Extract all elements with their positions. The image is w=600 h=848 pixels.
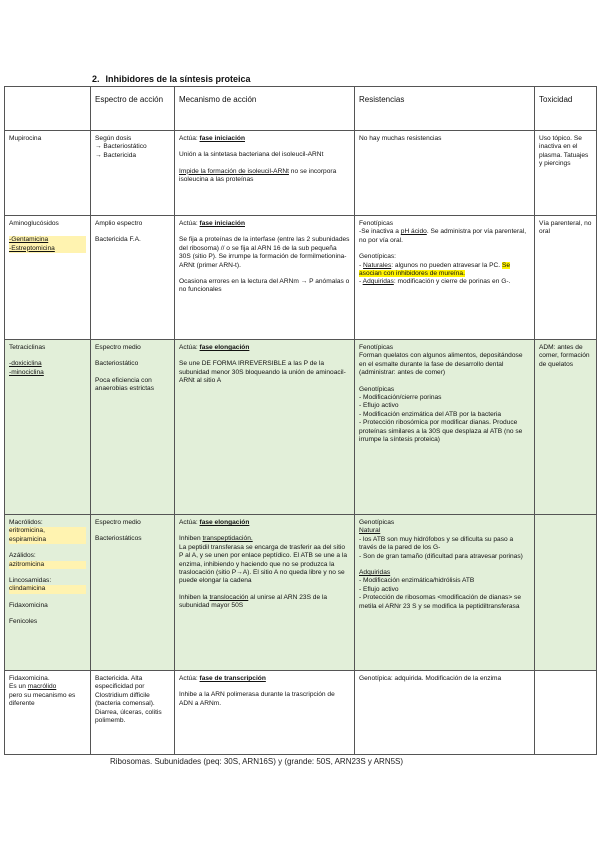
drug-name: Mupirocina <box>5 131 91 216</box>
header-espectro: Espectro de acción <box>91 87 175 131</box>
fase-label: fase elongación <box>199 344 250 351</box>
fase-label: fase elongación <box>199 519 250 526</box>
espectro-cell: Amplio espectro Bactericida F.A. <box>91 216 175 340</box>
toxicidad-cell <box>535 671 597 755</box>
espectro-cell: Espectro medio Bacteriostáticos <box>91 515 175 671</box>
table-row-aminoglucosidos <box>5 216 597 340</box>
section-number: 2. <box>92 74 100 84</box>
mecanismo-cell: Actúa: fase elongación Se une DE FORMA IRREVERSIBLE a las P de la subunidad menor 30S bloqueando la unión de aminoacil-ARNt al sitio A <box>175 340 355 515</box>
mecanismo-cell: Actúa: fase iniciación Se fija a proteínas de la interfase (entre las 2 subunidades del ribosoma) // o se fija al ARN 16 de la sub pequeña 30S (sitio P). Se irrumpe la formación de formilmetionina-ARNt (primer ARN-t). Ocasiona errores en la lectura del ARNm → P anómalas o no funcionales <box>175 216 355 340</box>
fase-label: fase iniciación <box>199 220 245 227</box>
header-toxicidad: Toxicidad <box>535 87 597 131</box>
highlight-mureina: Se asocian con inhibidores de mureína. <box>359 261 511 278</box>
espectro-cell: Bactericida. Alta especificidad por Clostridium difficile (bacteria comensal). Diarrea, úlceras, colitis polimemb. <box>91 671 175 755</box>
fase-label: fase iniciación <box>199 135 245 142</box>
mecanismo-cell: Actúa: fase de transcripción Inhibe a la ARN polimerasa durante la trascripción de ADN a ARNm. <box>175 671 355 755</box>
header-mecanismo: Mecanismo de acción <box>175 87 355 131</box>
ribosome-footnote: Ribosomas. Subunidades (peq: 30S, ARN16S) y (grande: 50S, ARN23S y ARN5S) <box>110 757 404 766</box>
toxicidad-cell: ADM: antes de comer, formación de quelatos <box>535 340 597 515</box>
table-row-mupirocina <box>5 131 597 216</box>
resistencias-cell: Genotípicas Natural - los ATB son muy hidrófobos y se dificulta su paso a través de la pared de los G- - Son de gran tamaño (dificultad para atravesar porinas) Adquiridas - Modificación enzimática/hidrólisis ATB - Eflujo activo - Protección de ribosomas <modificación de dianas> se metila el ARNr 23 S y se modifica la peptidiltransferasa <box>355 515 535 671</box>
espectro-cell: Según dosis → Bacteriostático → Bactericida <box>91 131 175 216</box>
drug-name-cell: Tetraciclinas -doxiciclina -minociclina <box>5 340 91 515</box>
drug-name-cell: Aminoglucósidos -Gentamicina -Estreptomicina <box>5 216 91 340</box>
fase-label: fase de transcripción <box>199 675 266 682</box>
drug-groups-cell: Macrólidos: eritromicina, espiramicina Azálidos: azitromicina Lincosamidas: clindamicina Fidaxomicina Fenicoles <box>5 515 91 671</box>
resistencias-cell: Fenotípicas Forman quelatos con algunos alimentos, depositándose en el esmalte durante la fase de desarrollo dental (administrar: antes de comer) Genotípicas - Modificación/cierre porinas - Eflujo activo - Modificación enzimática del ATB por la bacteria - Protección ribosómica por modificar dianas. Produce proteínas similares a la 30S que desplaza al ATB (no se irrumpe la síntesis proteica) <box>355 340 535 515</box>
section-title: Inhibidores de la síntesis proteica <box>105 74 251 84</box>
table-row-tetraciclinas <box>5 340 597 515</box>
header-empty <box>5 87 91 131</box>
resistencias-cell: Genotípica: adquirida. Modificación de la enzima <box>355 671 535 755</box>
table-row-macrolidos <box>5 515 597 671</box>
section-heading <box>92 74 251 84</box>
toxicidad-cell <box>535 515 597 671</box>
header-resistencias: Resistencias <box>355 87 535 131</box>
protein-synthesis-inhibitors-table <box>4 86 597 755</box>
toxicidad-cell: Uso tópico. Se inactiva en el plasma. Tatuajes y piercings <box>535 131 597 216</box>
table-row-fidaxomicina <box>5 671 597 755</box>
mecanismo-cell: Actúa: fase iniciación Unión a la sintetasa bacteriana del isoleucil-ARNt Impide la formación de isoleucil-ARNt no se incorpora isoleucina a las proteínas <box>175 131 355 216</box>
mecanismo-cell: Actúa: fase elongación Inhiben transpeptidación. La peptidil transferasa se encarga de trasferir aa del sitio P al A, y se unen por enlace peptídico. El ATB se une a la enzima, inhibiendo y haciendo que no se produzca la traslocación (sitio P→A). El sitio A no queda libre y no se puede elongar la cadena Inhiben la translocación al unirse al ARN 23S de la subunidad mayor 50S <box>175 515 355 671</box>
toxicidad-cell: Vía parenteral, no oral <box>535 216 597 340</box>
drug-name-cell: Fidaxomicina. Es un macrólido pero su mecanismo es diferente <box>5 671 91 755</box>
espectro-cell: Espectro medio Bacteriostático Poca eficiencia con anaerobias estrictas <box>91 340 175 515</box>
resistencias-cell: No hay muchas resistencias <box>355 131 535 216</box>
resistencias-cell: Fenotípicas -Se inactiva a pH ácido. Se administra por vía parenteral, no por vía oral. Genotípicas: - Naturales: algunos no pueden atravesar la PC. Se asocian con inhibidores de mureína. - Adquiridas: modificación y cierre de porinas en G-. <box>355 216 535 340</box>
header-row <box>5 87 597 131</box>
